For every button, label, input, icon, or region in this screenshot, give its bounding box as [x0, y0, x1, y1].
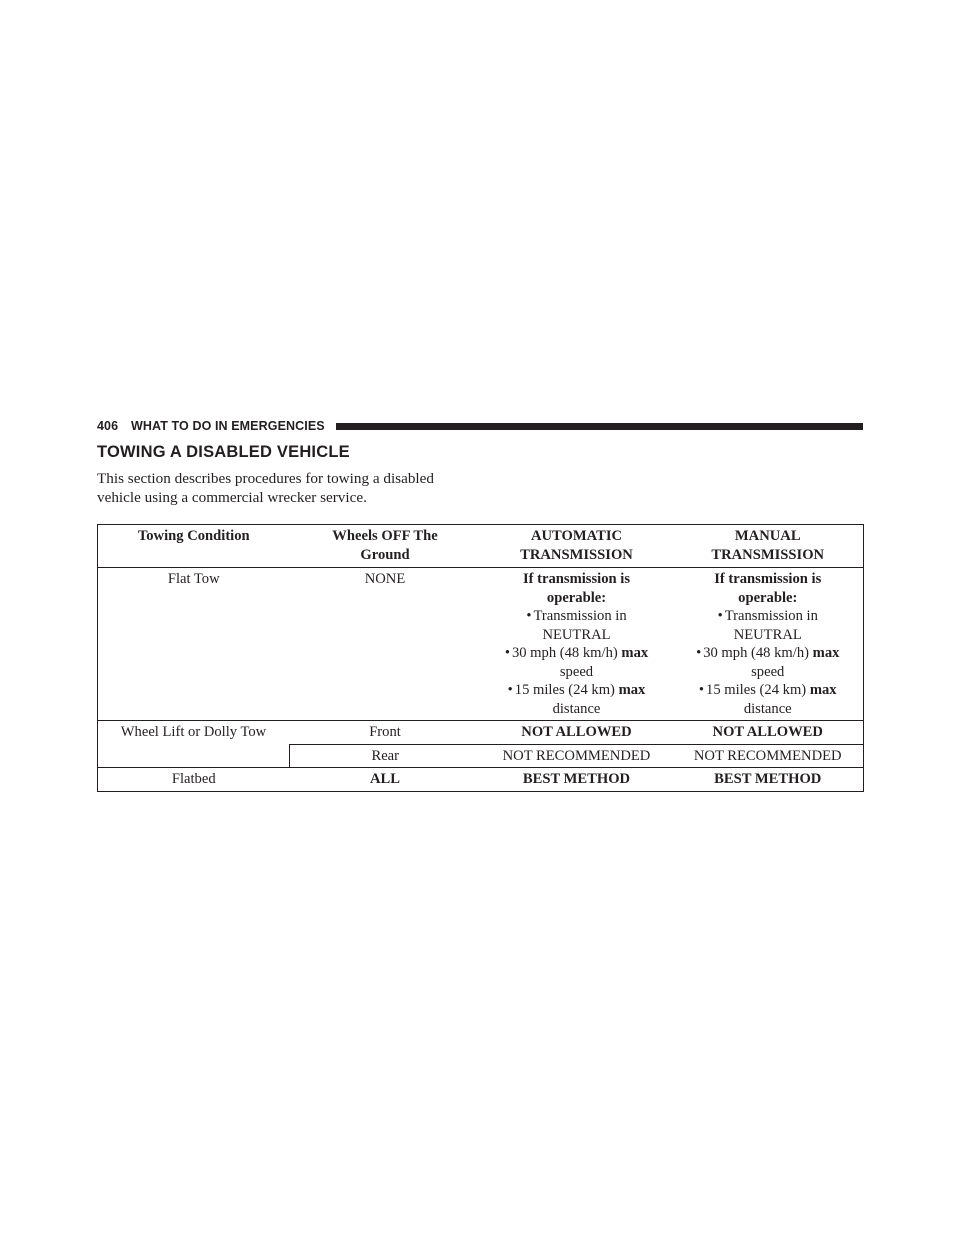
- cell-manual: NOT RECOMMENDED: [673, 744, 864, 768]
- cell-wheels: Front: [290, 721, 481, 745]
- cell-manual: If transmission is operable: • Transmission in NEUTRAL • 30 mph (48 km/h) max speed • 15 miles (24 km) max distance: [673, 568, 864, 721]
- cell-manual: NOT ALLOWED: [673, 721, 864, 745]
- cell-automatic: NOT ALLOWED: [481, 721, 673, 745]
- header-manual: MANUAL TRANSMISSION: [673, 525, 864, 568]
- cell-condition: Flat Tow: [98, 568, 290, 721]
- header-automatic: AUTOMATIC TRANSMISSION: [481, 525, 673, 568]
- page-number: 406: [97, 419, 119, 433]
- page-header: [97, 417, 863, 437]
- cell-manual: BEST METHOD: [673, 768, 864, 792]
- section-label: WHAT TO DO IN EMERGENCIES: [131, 419, 325, 433]
- cell-automatic: BEST METHOD: [481, 768, 673, 792]
- header-towing-condition: Towing Condition: [98, 525, 290, 568]
- cell-wheels: NONE: [290, 568, 481, 721]
- table-row: [98, 721, 864, 745]
- table-row: [98, 568, 864, 721]
- cell-wheels: ALL: [290, 768, 481, 792]
- header-wheels-off: Wheels OFF The Ground: [290, 525, 481, 568]
- table-header-row: [98, 525, 864, 568]
- header-rule: [336, 423, 863, 430]
- intro-line: This section describes procedures for towing a disabled: [97, 470, 434, 487]
- intro-line: vehicle using a commercial wrecker service.: [97, 489, 367, 506]
- cell-condition: Flatbed: [98, 768, 290, 792]
- cell-wheels: Rear: [290, 744, 481, 768]
- intro-paragraph: [97, 469, 497, 507]
- cell-automatic: If transmission is operable: • Transmission in NEUTRAL • 30 mph (48 km/h) max speed • 15 miles (24 km) max distance: [481, 568, 673, 721]
- cell-condition: Wheel Lift or Dolly Tow: [98, 721, 290, 768]
- table-row: [98, 768, 864, 792]
- towing-table: [97, 524, 864, 792]
- section-title: TOWING A DISABLED VEHICLE: [97, 443, 350, 461]
- cell-automatic: NOT RECOMMENDED: [481, 744, 673, 768]
